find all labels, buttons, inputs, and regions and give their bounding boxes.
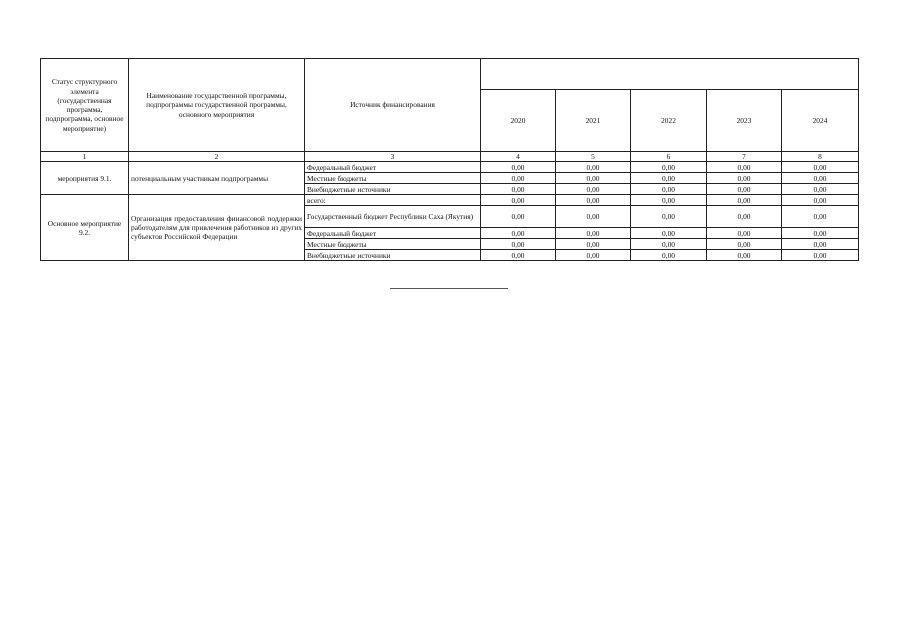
value-cell: 0,00 (556, 228, 631, 239)
value-cell: 0,00 (707, 206, 782, 228)
value-cell: 0,00 (782, 173, 859, 184)
value-cell: 0,00 (707, 162, 782, 173)
header-years-group (481, 59, 859, 90)
value-cell: 0,00 (481, 228, 556, 239)
col-number: 7 (707, 152, 782, 162)
value-cell: 0,00 (707, 173, 782, 184)
value-cell: 0,00 (631, 184, 707, 195)
col-number: 3 (305, 152, 481, 162)
value-cell: 0,00 (481, 206, 556, 228)
value-cell: 0,00 (707, 228, 782, 239)
value-cell: 0,00 (782, 206, 859, 228)
value-cell: 0,00 (556, 206, 631, 228)
col-number: 4 (481, 152, 556, 162)
value-cell: 0,00 (556, 239, 631, 250)
name-cell: Организация предоставления финансовой поддержки работодателям для привлечения работников из других субъектов Российской Федерации (129, 195, 305, 261)
value-cell: 0,00 (782, 184, 859, 195)
header-source: Источник финансирования (305, 59, 481, 152)
value-cell: 0,00 (707, 250, 782, 261)
source-cell: Федеральный бюджет (305, 228, 481, 239)
value-cell: 0,00 (556, 162, 631, 173)
table-row (41, 162, 859, 173)
header-status: Статус структурного элемента (государственная программа, подпрограмма, основное мероприятие) (41, 59, 129, 152)
value-cell: 0,00 (782, 228, 859, 239)
value-cell: 0,00 (631, 195, 707, 206)
table-row (41, 195, 859, 206)
header-year: 2020 (481, 90, 556, 152)
source-cell: Местные бюджеты (305, 173, 481, 184)
col-number: 1 (41, 152, 129, 162)
value-cell: 0,00 (556, 184, 631, 195)
value-cell: 0,00 (556, 173, 631, 184)
source-cell: Местные бюджеты (305, 239, 481, 250)
value-cell: 0,00 (631, 250, 707, 261)
column-number-row (41, 152, 859, 162)
status-cell: Основное мероприятие 9.2. (41, 195, 129, 261)
value-cell: 0,00 (481, 184, 556, 195)
col-number: 6 (631, 152, 707, 162)
col-number: 5 (556, 152, 631, 162)
value-cell: 0,00 (707, 239, 782, 250)
value-cell: 0,00 (782, 162, 859, 173)
value-cell: 0,00 (782, 239, 859, 250)
value-cell: 0,00 (707, 195, 782, 206)
value-cell: 0,00 (631, 162, 707, 173)
value-cell: 0,00 (631, 173, 707, 184)
end-separator-line (390, 288, 508, 289)
value-cell: 0,00 (631, 239, 707, 250)
header-year: 2022 (631, 90, 707, 152)
header-year: 2024 (782, 90, 859, 152)
value-cell: 0,00 (556, 250, 631, 261)
name-cell: потенциальным участникам подпрограммы (129, 162, 305, 195)
source-cell: Государственный бюджет Республики Саха (Якутия) (305, 206, 481, 228)
col-number: 8 (782, 152, 859, 162)
source-cell: всего: (305, 195, 481, 206)
financing-table (40, 58, 859, 261)
value-cell: 0,00 (707, 184, 782, 195)
status-cell: мероприятия 9.1. (41, 162, 129, 195)
value-cell: 0,00 (782, 195, 859, 206)
value-cell: 0,00 (631, 206, 707, 228)
value-cell: 0,00 (481, 162, 556, 173)
source-cell: Внебюджетные источники (305, 250, 481, 261)
value-cell: 0,00 (481, 239, 556, 250)
source-cell: Федеральный бюджет (305, 162, 481, 173)
col-number: 2 (129, 152, 305, 162)
value-cell: 0,00 (556, 195, 631, 206)
value-cell: 0,00 (481, 250, 556, 261)
value-cell: 0,00 (481, 195, 556, 206)
value-cell: 0,00 (782, 250, 859, 261)
header-year: 2023 (707, 90, 782, 152)
header-year: 2021 (556, 90, 631, 152)
header-name: Наименование государственной программы, подпрограммы государственной программы, основного мероприятия (129, 59, 305, 152)
value-cell: 0,00 (631, 228, 707, 239)
value-cell: 0,00 (481, 173, 556, 184)
source-cell: Внебюджетные источники (305, 184, 481, 195)
